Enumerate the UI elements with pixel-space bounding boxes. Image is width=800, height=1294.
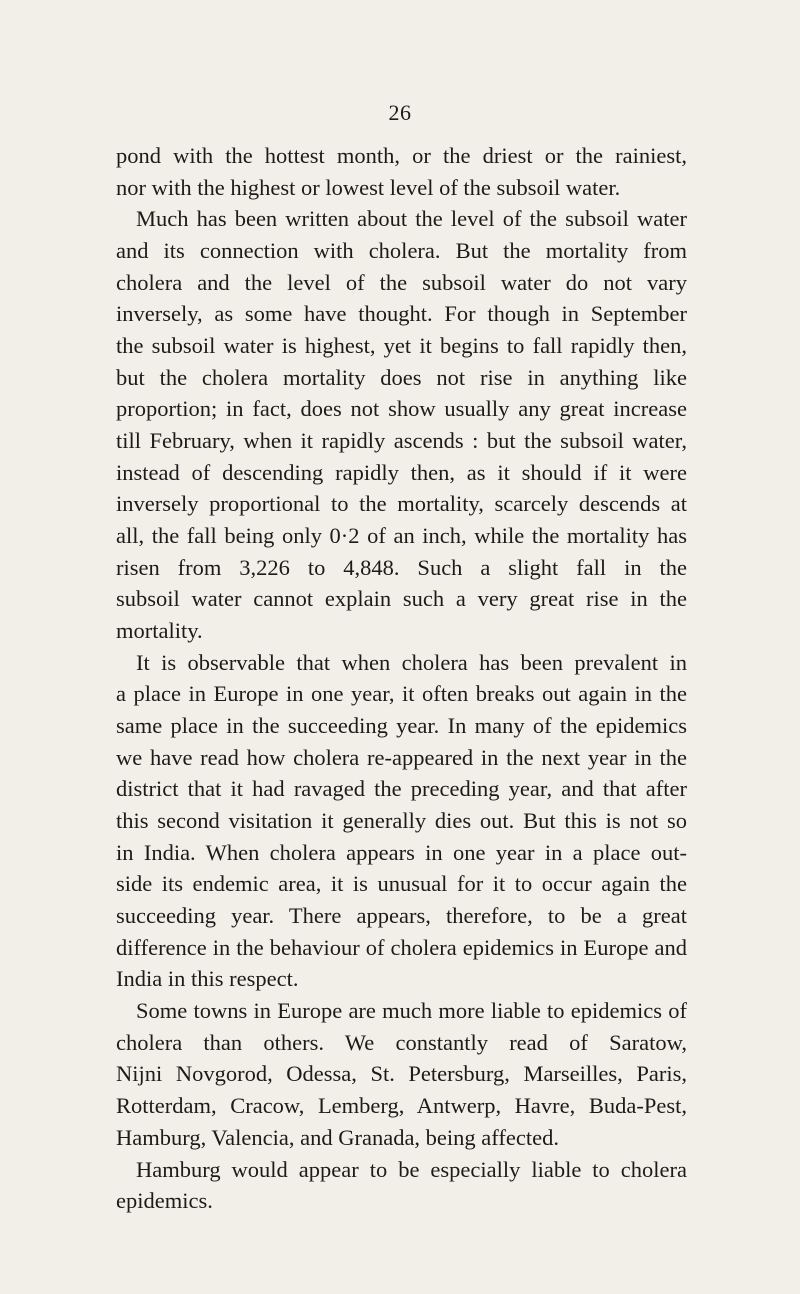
text-line: cholera and the level of the subsoil water do not vary [116,269,687,295]
text-line: Some towns in Europe are much more liable to epidemics of [136,998,687,1024]
text-line: subsoil water cannot explain such a very great rise in the [116,586,687,612]
text-line: Much has been written about the level of the subsoil water [136,206,687,232]
text-line: inversely proportional to the mortality, scarcely descends at [116,491,687,517]
text-line: cholera than others. We constantly read of Saratow, [116,1029,687,1055]
text-line: succeeding year. There appears, therefore, to be a great [116,903,687,929]
text-line: pond with the hottest month, or the driest or the rainiest, [116,143,687,168]
text-line: risen from 3,226 to 4,848. Such a slight fall in the [116,554,687,580]
text-line: but the cholera mortality does not rise in anything like [116,364,687,390]
text-line: we have read how cholera re-appeared in the next year in the [116,744,687,770]
text-line: Hamburg, Valencia, and Granada, being affected. [116,1124,559,1150]
text-line: proportion; in fact, does not show usually any great increase [116,396,687,422]
text-line: mortality. [116,618,203,644]
body-text [116,140,687,1217]
text-line: India in this respect. [116,966,299,992]
page-number: 26 [388,100,412,125]
text-line: side its endemic area, it is unusual for it to occur again the [116,871,687,897]
text-line: nor with the highest or lowest level of the subsoil water. [116,174,621,200]
text-line: in India. When cholera appears in one year in a place out- [116,839,687,865]
text-line: all, the fall being only 0·2 of an inch, while the mortality has [116,523,687,549]
text-line: district that it had ravaged the preceding year, and that after [116,776,687,802]
text-line: Hamburg would appear to be especially liable to cholera [136,1156,687,1182]
text-line: Rotterdam, Cracow, Lemberg, Antwerp, Havre, Buda-Pest, [116,1093,687,1119]
text-line: It is observable that when cholera has been prevalent in [136,649,687,675]
text-line: difference in the behaviour of cholera epidemics in Europe and [116,934,687,960]
text-line: this second visitation it generally dies out. But this is not so [116,808,687,834]
text-line: till February, when it rapidly ascends : but the subsoil water, [116,428,687,454]
text-line: instead of descending rapidly then, as it should if it were [116,459,687,485]
text-line: the subsoil water is highest, yet it begins to fall rapidly then, [116,333,687,359]
text-line: inversely, as some have thought. For though in September [116,301,687,327]
text-line: same place in the succeeding year. In many of the epidemics [116,713,687,739]
text-line: and its connection with cholera. But the mortality from [116,238,687,264]
text-line: a place in Europe in one year, it often breaks out again in the [116,681,687,707]
text-line: epidemics. [116,1188,213,1214]
text-line: Nijni Novgorod, Odessa, St. Petersburg, Marseilles, Paris, [116,1061,687,1087]
